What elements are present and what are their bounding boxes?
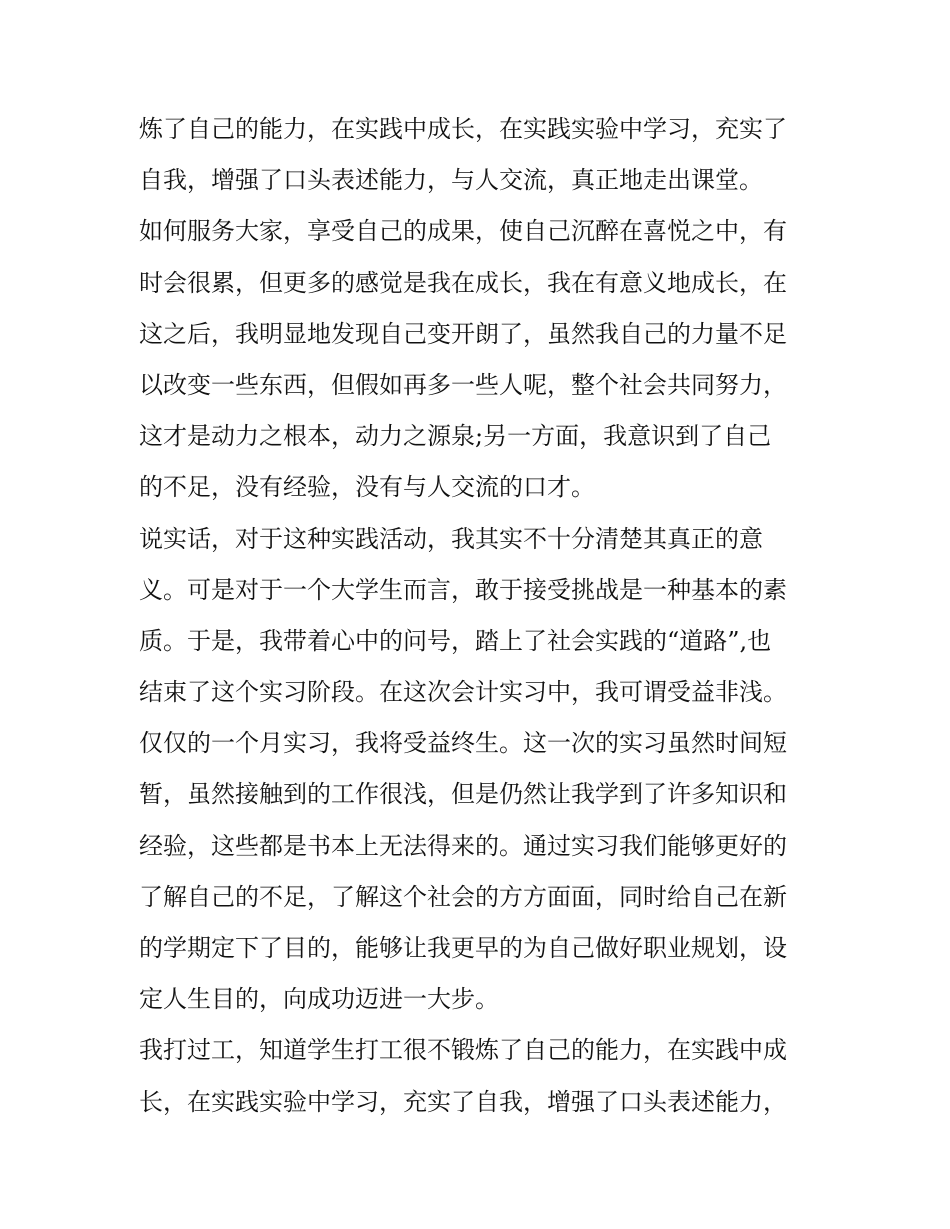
text-line-17: 的学期定下了目的，能够让我更早的为自己做好职业规划，设 <box>139 934 787 962</box>
text-line-20: 长，在实践实验中学习，充实了自我，增强了口头表述能力， <box>139 1087 787 1116</box>
text-line-8: 的不足，没有经验，没有与人交流的口才。 <box>139 473 595 502</box>
text-line-2: 自我，增强了口头表述能力，与人交流，真正地走出课堂。 <box>139 166 763 195</box>
text-line-4: 时会很累，但更多的感觉是我在成长，我在有意义地成长，在 <box>139 268 787 297</box>
text-line-16: 了解自己的不足，了解这个社会的方方面面，同时给自己在新 <box>139 882 787 911</box>
text-line-10: 义。可是对于一个大学生而言，敢于接受挑战是一种基本的素 <box>139 575 787 604</box>
text-line-14: 暂，虽然接触到的工作很浅，但是仍然让我学到了许多知识和 <box>139 780 787 809</box>
text-line-7: 这才是动力之根本，动力之源泉;另一方面，我意识到了自己 <box>139 422 772 451</box>
text-line-19: 我打过工，知道学生打工很不锻炼了自己的能力，在实践中成 <box>139 1036 787 1065</box>
text-line-11: 质。于是，我带着心中的问号，踏上了社会实践的“道路”,也 <box>139 626 772 655</box>
text-line-12: 结束了这个实习阶段。在这次会计实习中，我可谓受益非浅。 <box>139 678 787 707</box>
text-line-18: 定人生目的，向成功迈进一大步。 <box>139 985 499 1014</box>
text-line-9: 说实话，对于这种实践活动，我其实不十分清楚其真正的意 <box>139 524 763 553</box>
text-line-3: 如何服务大家，享受自己的成果，使自己沉醉在喜悦之中，有 <box>139 217 787 246</box>
text-line-5: 这之后，我明显地发现自己变开朗了，虽然我自己的力量不足 <box>139 319 787 348</box>
text-line-6: 以改变一些东西，但假如再多一些人呢，整个社会共同努力， <box>139 370 787 399</box>
text-line-1: 炼了自己的能力，在实践中成长，在实践实验中学习，充实了 <box>139 115 787 143</box>
text-line-13: 仅仅的一个月实习，我将受益终生。这一次的实习虽然时间短 <box>139 729 787 758</box>
body-text <box>139 104 829 1128</box>
text-line-15: 经验，这些都是书本上无法得来的。通过实习我们能够更好的 <box>139 831 787 860</box>
